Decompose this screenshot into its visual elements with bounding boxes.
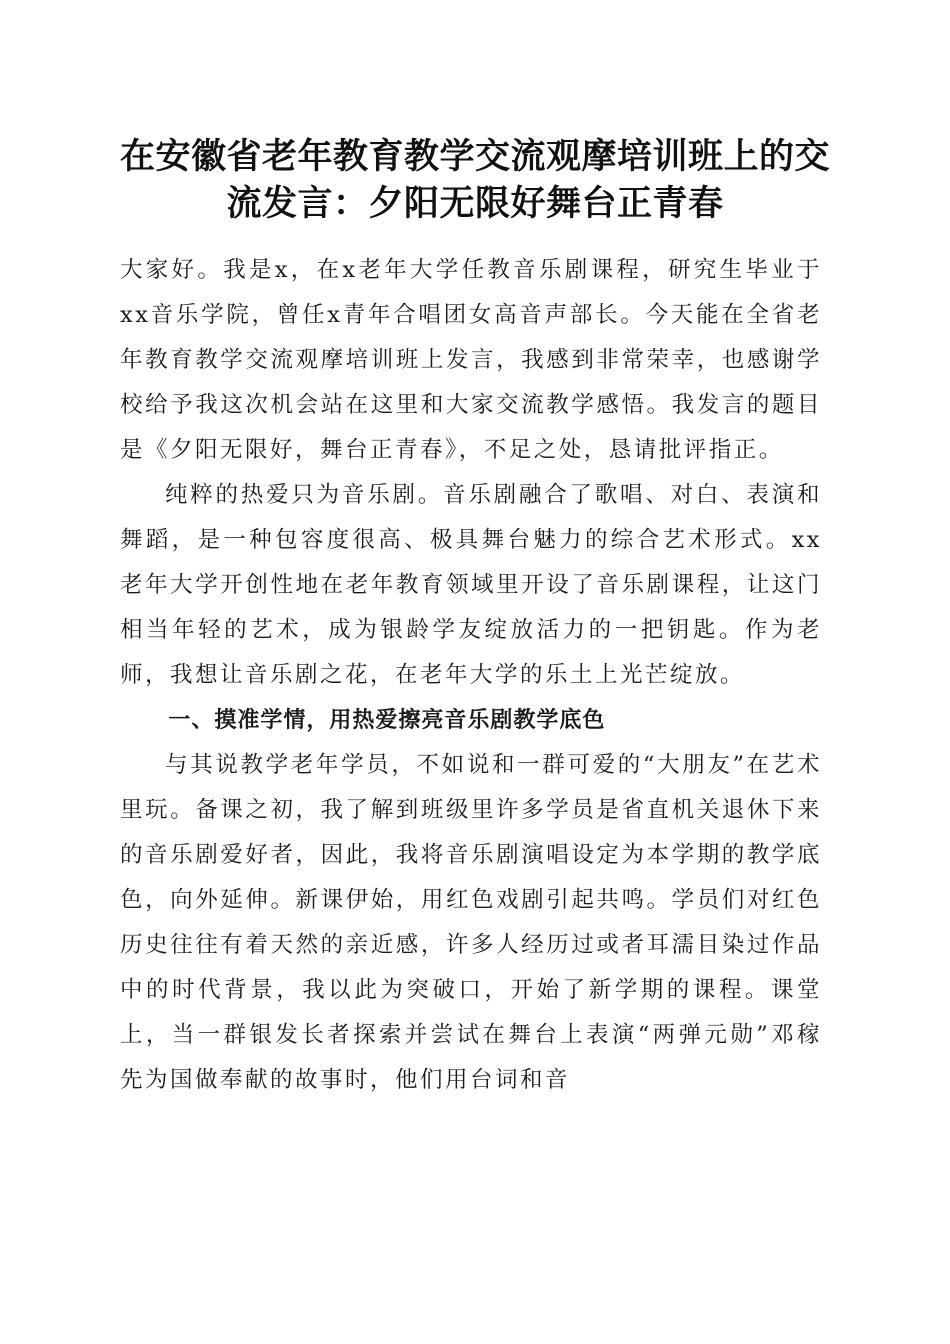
section-heading-1: 一、摸准学情，用热爱擦亮音乐剧教学底色 [168, 708, 606, 733]
paragraph-greeting: 大家好。我是x，在x老年大学任教音乐剧课程，研究生毕业于xx音乐学院，曾任x青年合唱团女高音声部长。今天能在全省老年教育教学交流观摩培训班上发言，我感到非常荣幸，也感谢学校给予我这次机会站在这里和大家交流教学感悟。我发言的题目是《夕阳无限好，舞台正青春》，不足之处，恳请批评指正。 [120, 257, 822, 463]
paragraph-intro: 纯粹的热爱只为音乐剧。音乐剧融合了歌唱、对白、表演和舞蹈，是一种包容度很高、极具舞台魅力的综合艺术形式。xx老年大学开创性地在老年教育领域里开设了音乐剧课程，让这门相当年轻的艺术，成为银龄学友绽放活力的一把钥匙。作为老师，我想让音乐剧之花，在老年大学的乐土上光芒绽放。 [120, 482, 822, 688]
title-line-2: 流发言：夕阳无限好舞台正青春 [226, 183, 724, 224]
title-line-1: 在安徽省老年教育教学交流观摩培训班上的交 [119, 136, 830, 177]
document-body [120, 248, 822, 1103]
paragraph-section-1: 与其说教学老年学员，不如说和一群可爱的“大朋友”在艺术里玩。备课之初，我了解到班级里许多学员是省直机关退休下来的音乐剧爱好者，因此，我将音乐剧演唱设定为本学期的教学底色，向外延伸。新课伊始，用红色戏剧引起共鸣。学员们对红色历史往往有着天然的亲近感，许多人经历过或者耳濡目染过作品中的时代背景，我以此为突破口，开始了新学期的课程。课堂上，当一群银发长者探索并尝试在舞台上表演“两弹元勋”邓稼先为国做奉献的故事时，他们用台词和音 [120, 752, 822, 1093]
document-title [100, 133, 850, 227]
